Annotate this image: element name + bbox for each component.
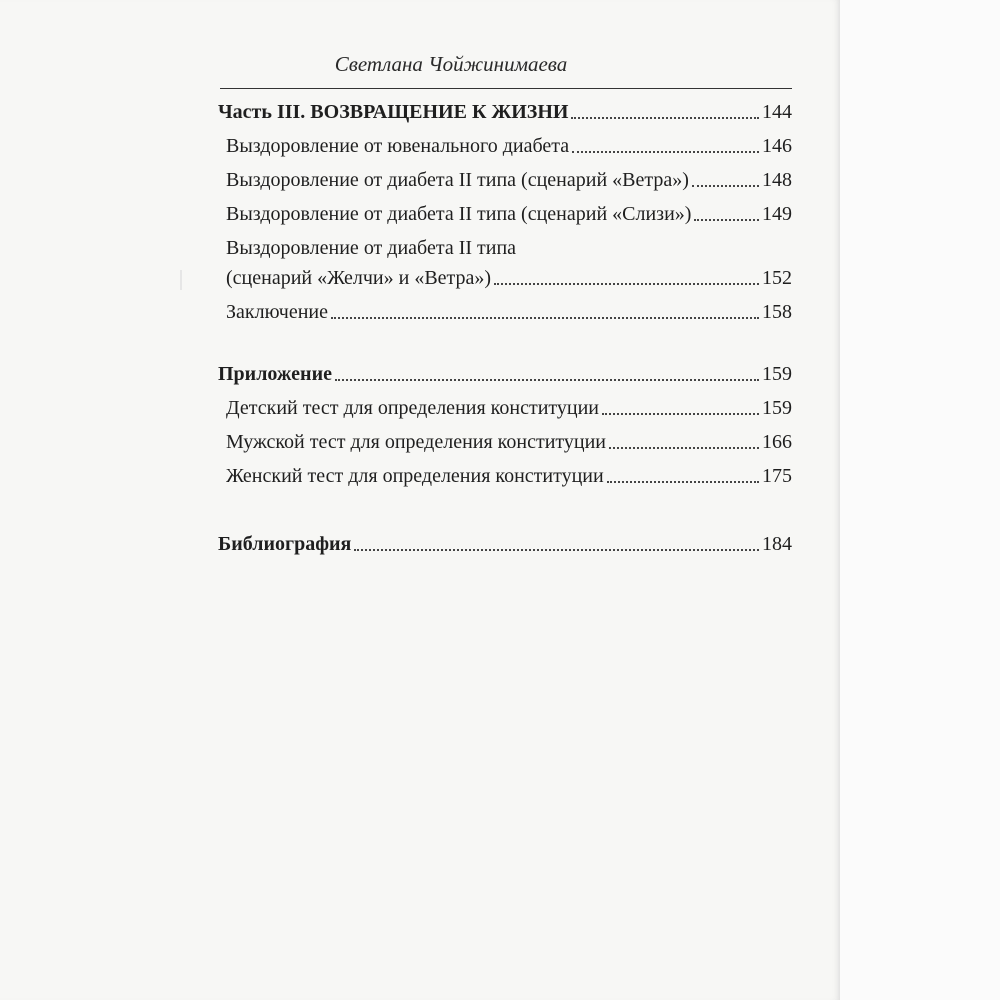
toc-page-number: 149	[762, 203, 792, 225]
toc-leader-dots	[607, 481, 759, 483]
toc-entry-bile-line1: Выздоровление от диабета II типа	[226, 237, 517, 259]
toc-page-number: 159	[762, 397, 792, 419]
toc-leader-dots	[572, 151, 759, 153]
toc-page-number: 152	[762, 267, 792, 289]
toc-leader-dots	[571, 117, 759, 119]
toc-entry-part3	[218, 100, 792, 124]
toc-entry-title: Приложение	[218, 363, 332, 385]
toc-entry-wind	[218, 168, 792, 192]
toc-leader-dots	[335, 379, 759, 381]
toc-entry-title: Выздоровление от диабета II типа (сценарий «Ветра»)	[226, 169, 689, 191]
header-author: Светлана Чойжинимаева	[334, 52, 568, 76]
toc-leader-dots	[494, 283, 759, 285]
running-header	[220, 52, 790, 77]
toc-leader-dots	[331, 317, 759, 319]
header-rule	[220, 88, 792, 89]
toc-entry-title: Выздоровление от ювенального диабета	[226, 135, 570, 157]
toc-entry-male-test	[218, 430, 792, 454]
toc-entry-female-test	[218, 464, 792, 488]
toc-leader-dots	[602, 413, 759, 415]
toc-page-number: 175	[762, 465, 792, 487]
toc-entry-title: Женский тест для определения конституции	[226, 465, 604, 487]
table-of-contents	[218, 100, 792, 556]
toc-page-number: 148	[762, 169, 792, 191]
toc-entry-title: Библиография	[218, 533, 352, 555]
toc-leader-dots	[694, 219, 759, 221]
toc-page-number: 159	[762, 363, 792, 385]
toc-page-number: 184	[762, 533, 792, 555]
toc-page-number: 158	[762, 301, 792, 323]
toc-entry-bile	[218, 266, 792, 290]
bleed-through-mark	[180, 270, 182, 290]
toc-entry-bibliography	[218, 532, 792, 556]
toc-entry-conclusion	[218, 300, 792, 324]
toc-entry-title: Часть III. ВОЗВРАЩЕНИЕ К ЖИЗНИ	[218, 101, 569, 123]
toc-entry-mucus	[218, 202, 792, 226]
toc-entry-title: Выздоровление от диабета II типа (сценарий «Слизи»)	[226, 203, 692, 225]
toc-page-number: 144	[762, 101, 792, 123]
toc-entry-juvenile	[218, 134, 792, 158]
toc-page-number: 166	[762, 431, 792, 453]
toc-leader-dots	[609, 447, 759, 449]
toc-page-number: 146	[762, 135, 792, 157]
toc-entry-title: (сценарий «Желчи» и «Ветра»)	[226, 267, 492, 289]
toc-entry-title: Заключение	[226, 301, 328, 323]
toc-entry-title: Мужской тест для определения конституции	[226, 431, 606, 453]
page-margin	[840, 0, 1000, 1000]
toc-leader-dots	[354, 549, 759, 551]
toc-entry-child-test	[218, 396, 792, 420]
toc-entry-title: Детский тест для определения конституции	[226, 397, 599, 419]
toc-entry-appendix	[218, 362, 792, 386]
toc-leader-dots	[692, 185, 759, 187]
